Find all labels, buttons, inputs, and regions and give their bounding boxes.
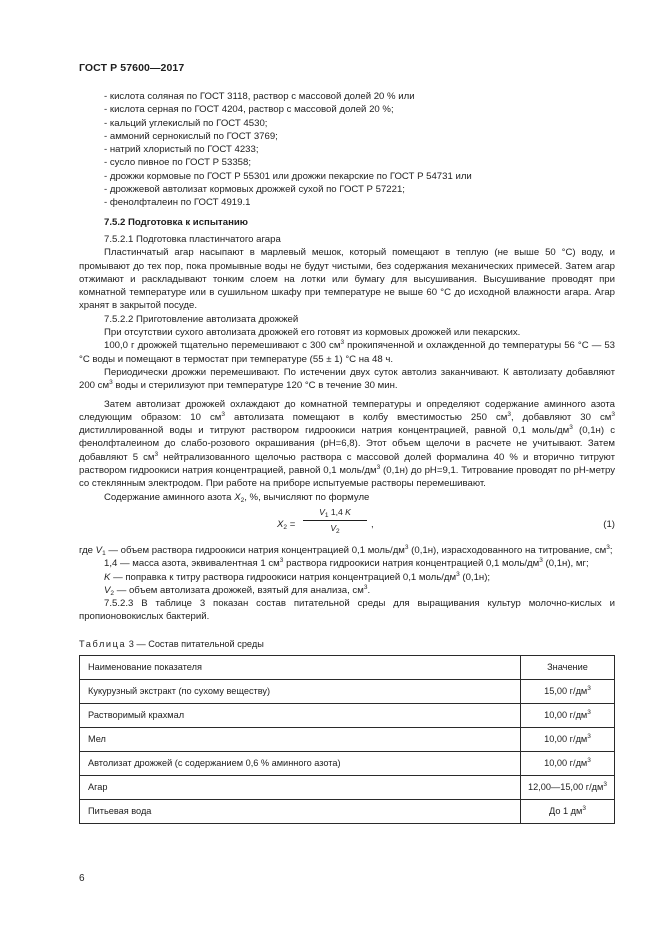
table-header-cell: Наименование показателя xyxy=(80,655,521,679)
formula-intro: Содержание аминного азота $X_2$, %, вычисляют по формуле xyxy=(104,491,370,504)
page-number: 6 xyxy=(79,873,85,884)
table-cell-value: 10,00 $г/дм^3$ xyxy=(521,703,615,727)
reagent-item: - кальций углекислый по ГОСТ 4530; xyxy=(79,117,615,130)
table-row xyxy=(80,775,615,799)
paragraph: 100,0 г дрожжей тщательно перемешивают с 300 $см^3$ прокипяченной и охлажденной до температуры 56 °С — 53 °С воды и помещают в термостат при температуре (55 ± 1) °С на 48 ч. xyxy=(79,339,616,365)
formula-lhs: $X_2$ = xyxy=(277,518,296,531)
table-cell-name: Питьевая вода xyxy=(80,799,521,823)
section-heading: 7.5.2 Подготовка к испытанию xyxy=(104,216,248,228)
reagent-item: - аммоний сернокислый по ГОСТ 3769; xyxy=(79,130,615,143)
document-header: ГОСТ Р 57600—2017 xyxy=(79,62,185,74)
reagent-item: - сусло пивное по ГОСТ Р 53358; xyxy=(79,156,615,169)
table-caption: Таблица 3 — Состав питательной среды xyxy=(79,638,264,649)
nutrient-medium-table xyxy=(79,655,615,824)
subsection-title: 7.5.2.2 Приготовление автолизата дрожжей xyxy=(104,313,299,325)
reagent-item: - кислота соляная по ГОСТ 3118, раствор с массовой долей 20 % или xyxy=(79,90,615,103)
table-cell-value: 10,00 $г/дм^3$ xyxy=(521,727,615,751)
table-cell-value: До 1 $дм^3$ xyxy=(521,799,615,823)
reagent-item: - дрожжевой автолизат кормовых дрожжей сухой по ГОСТ Р 57221; xyxy=(79,183,615,196)
formula-block xyxy=(79,506,615,544)
table-cell-name: Растворимый крахмал xyxy=(80,703,521,727)
subsection-title: 7.5.2.1 Подготовка пластинчатого агара xyxy=(104,233,281,245)
table-header-row xyxy=(80,655,615,679)
reagent-item: - натрий хлористый по ГОСТ 4233; xyxy=(79,143,615,156)
page-content xyxy=(79,90,615,824)
table-row xyxy=(80,703,615,727)
paragraph: При отсутствии сухого автолизата дрожжей его готовят из кормовых дрожжей или пекарских. xyxy=(104,327,521,339)
table-header-cell: Значение xyxy=(521,655,615,679)
table-cell-name: Агар xyxy=(80,775,521,799)
formula-numerator: $V_1$ 1,4 K xyxy=(303,507,367,521)
paragraph: Затем автолизат дрожжей охлаждают до комнатной температуры и определяют содержание аминного азота следующим образом: 10 $см^3$ автолизата помещают в колбу вместимостью 250 $см^3$, добавляют 30 $см^3$ дистиллированной воды и титруют раствором гидроокиси натрия концентрацией, равной 0,1 моль/$дм^3$ (0,1н) с фенолфталеином до слабо-розового окрашивания (рН=6,8). Этот объем щелочи в расчете не учитывают. Затем добавляют 5 $см^3$ нейтрализованного щелочью раствора с массовой долей формалина 40 % и вторично титруют раствором гидроокиси натрия концентрацией, равной 0,1 моль/$дм^3$ (0,1н) до рН=9,1. Титрование проводят по рН-метру со стеклянным электродом. При работе на приборе испытуемые растворы перемешивают. xyxy=(79,398,616,490)
formula-comma: , xyxy=(371,518,374,530)
table-cell-name: Автолизат дрожжей (с содержанием 0,6 % аминного азота) xyxy=(80,751,521,775)
reagent-list xyxy=(79,90,615,210)
where-v2: $V_2$ — объем автолизата дрожжей, взятый для анализа, $см^3$. xyxy=(104,583,371,597)
reagent-item: - кислота серная по ГОСТ 4204, раствор с массовой долей 20 %; xyxy=(79,103,615,116)
paragraph: 7.5.2.3 В таблице 3 показан состав питательной среды для выращивания культур молочно-кислых и пропионовокислых бактерий. xyxy=(79,598,615,623)
table-row xyxy=(80,799,615,823)
formula-denominator: $V_2$ xyxy=(330,522,340,535)
table-row xyxy=(80,727,615,751)
table-row xyxy=(80,751,615,775)
reagent-item: - дрожжи кормовые по ГОСТ Р 55301 или дрожжи пекарские по ГОСТ Р 54731 или xyxy=(79,170,615,183)
formula-number: (1) xyxy=(603,518,615,530)
table-cell-value: 10,00 $г/дм^3$ xyxy=(521,751,615,775)
where-v1: где $V_1$ — объем раствора гидроокиси натрия концентрацией 0,1 моль/$дм^3$ (0,1н), израсходованного на титрование, $см^3$; xyxy=(79,543,613,557)
where-1-4: 1,4 — масса азота, эквивалентная 1 $см^3$ раствора гидроокиси натрия концентрацией 0,1 моль/$дм^3$ (0,1н), мг; xyxy=(104,557,589,570)
paragraph: Периодически дрожжи перемешивают. По истечении двух суток автолиз заканчивают. К автолизату добавляют 200 $см^3$ воды и стерилизуют при температуре 120 °С в течение 30 мин. xyxy=(79,366,615,392)
table-cell-name: Мел xyxy=(80,727,521,751)
table-cell-name: Кукурузный экстракт (по сухому веществу) xyxy=(80,679,521,703)
table-cell-value: 12,00—15,00 $г/дм^3$ xyxy=(521,775,615,799)
paragraph: Пластинчатый агар насыпают в марлевый мешок, который помещают в теплую (не выше 50 °С) воду, и промывают до тех пор, пока промывные воды не будут чистыми, без содержания механических примесей. Затем агар отжимают и раскладывают тонким слоем на лотки или бумагу для высушивания. Высушивание проводят при комнатной температуре или в сушильном шкафу при температуре не выше 60 °С до исходной влажности агара. Агар хранят в закрытой посуде. xyxy=(79,247,615,312)
table-row xyxy=(80,679,615,703)
reagent-item: - фенолфталеин по ГОСТ 4919.1 xyxy=(79,196,615,209)
table-cell-value: 15,00 $г/дм^3$ xyxy=(521,679,615,703)
where-k: K — поправка к титру раствора гидроокиси натрия концентрацией 0,1 моль/$дм^3$ (0,1н); xyxy=(104,570,491,583)
formula-fraction xyxy=(303,507,367,534)
